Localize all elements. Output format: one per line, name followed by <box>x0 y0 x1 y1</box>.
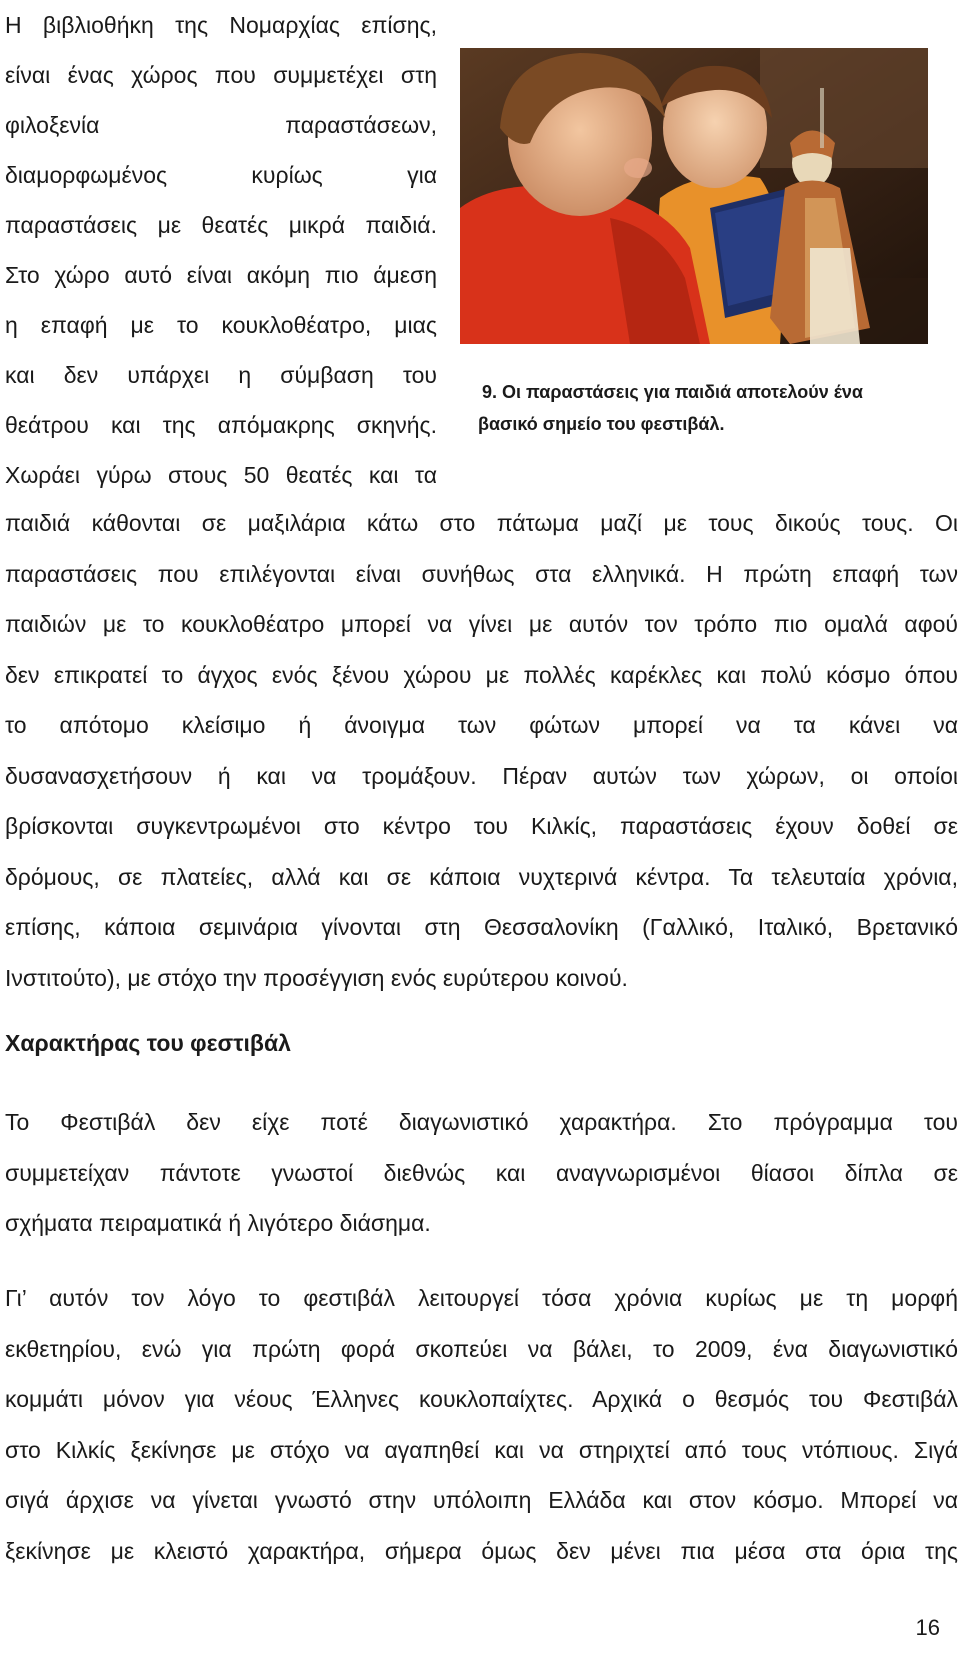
text-line: δρόμους, σε πλατείες, αλλά και σε κάποια νυχτερινά κέντρα. Τα τελευταία χρόνια, <box>5 863 958 890</box>
text-line: φιλοξενία παραστάσεων, <box>5 112 437 138</box>
text-line: εκθετηρίου, ενώ για πρώτη φορά σκοπεύει να βάλει, το 2009, ένα διαγωνιστικό <box>5 1335 958 1362</box>
text-line: παιδιών με το κουκλοθέατρο μπορεί να γίνει με αυτόν τον τρόπο πιο ομαλά αφού <box>5 611 958 637</box>
text-line: Στο χώρο αυτό είναι ακόμη πιο άμεση <box>5 262 437 288</box>
text-line: συμμετείχαν πάντοτε γνωστοί διεθνώς και αναγνωρισμένοι θίασοι δίπλα σε <box>5 1159 958 1186</box>
paragraph-2 <box>5 1097 958 1249</box>
text-line: διαμορφωμένος κυρίως για <box>5 162 437 188</box>
text-line: κομμάτι μόνον για νέους Έλληνες κουκλοπαίχτες. Αρχικά ο θεσμός του Φεστιβάλ <box>5 1386 958 1412</box>
section-heading: Χαρακτήρας του φεστιβάλ <box>5 1030 291 1056</box>
text-line: Το Φεστιβάλ δεν είχε ποτέ διαγωνιστικό χαρακτήρα. Στο πρόγραμμα του <box>5 1109 958 1135</box>
text-line: δεν επικρατεί το άγχος ενός ξένου χώρου με πολλές καρέκλες και πολύ κόσμο όπου <box>5 661 958 688</box>
text-line: ξεκίνησε με κλειστό χαρακτήρα, σήμερα όμως δεν μένει πια μέσα στα όρια της <box>5 1537 958 1564</box>
text-line: Γι’ αυτόν τον λόγο το φεστιβάλ λειτουργεί τόσα χρόνια κυρίως με τη μορφή <box>5 1285 958 1311</box>
children-puppet-photo <box>460 48 928 344</box>
left-column-text <box>5 0 437 500</box>
page-number: 16 <box>915 1615 940 1640</box>
caption-line: 9. Οι παραστάσεις για παιδιά αποτελούν ένα <box>482 382 863 402</box>
text-line: σχήματα πειραματικά ή λιγότερο διάσημα. <box>5 1210 431 1236</box>
text-line: Χωράει γύρω στους 50 θεατές και τα <box>5 462 437 488</box>
text-line: στο Κιλκίς ξεκίνησε με στόχο να αγαπηθεί και να στηριχτεί από τους ντόπιους. Σιγά <box>5 1436 958 1463</box>
text-line: παιδιά κάθονται σε μαξιλάρια κάτω στο πάτωμα μαζί με τους δικούς τους. Οι <box>5 510 958 536</box>
paragraph-3 <box>5 1273 958 1576</box>
text-line: βρίσκονται συγκεντρωμένοι στο κέντρο του Κιλκίς, παραστάσεις έχουν δοθεί σε <box>5 813 958 839</box>
text-line: Η βιβλιοθήκη της Νομαρχίας επίσης, <box>5 12 437 38</box>
text-line: είναι ένας χώρος που συμμετέχει στη <box>5 62 437 88</box>
text-line: Ινστιτούτο), με στόχο την προσέγγιση ενός ευρύτερου κοινού. <box>5 964 628 991</box>
text-line: η επαφή με το κουκλοθέατρο, μιας <box>5 312 437 338</box>
figure-caption <box>478 376 898 440</box>
text-line: παραστάσεις με θεατές μικρά παιδιά. <box>5 212 437 238</box>
text-line: και δεν υπάρχει η σύμβαση του <box>5 362 437 388</box>
text-line: παραστάσεις που επιλέγονται είναι συνήθως στα ελληνικά. Η πρώτη επαφή των <box>5 560 958 587</box>
text-line: θεάτρου και της απόμακρης σκηνής. <box>5 412 437 438</box>
text-line: επίσης, κάποια σεμινάρια γίνονται στη Θεσσαλονίκη (Γαλλικό, Ιταλικό, Βρετανικό <box>5 914 958 940</box>
text-line: το απότομο κλείσιμο ή άνοιγμα των φώτων μπορεί να τα κάνει να <box>5 712 958 738</box>
text-line: δυσανασχετήσουν ή και να τρομάξουν. Πέραν αυτών των χώρων, οι οποίοι <box>5 762 958 789</box>
caption-line: βασικό σημείο του φεστιβάλ. <box>478 414 725 434</box>
text-line: σιγά άρχισε να γίνεται γνωστό στην υπόλοιπη Ελλάδα και στον κόσμο. Μπορεί να <box>5 1487 958 1513</box>
paragraph-1 <box>5 498 958 1003</box>
